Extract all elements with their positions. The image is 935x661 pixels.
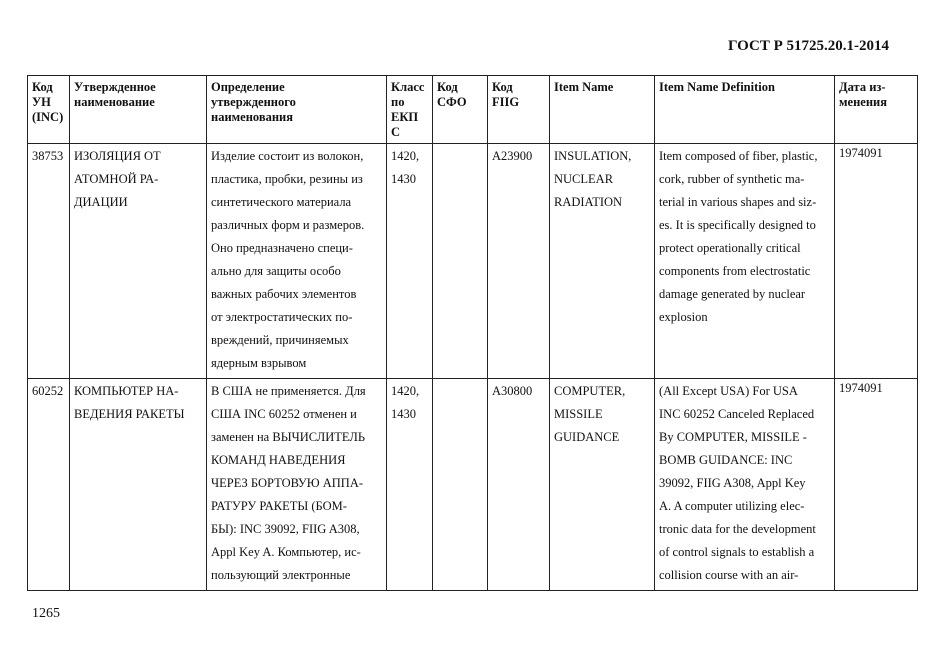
cell-line: БЫ): INC 39092, FIIG A308, bbox=[211, 522, 360, 536]
header-line: С bbox=[391, 125, 401, 139]
header-line: Класс bbox=[391, 80, 425, 94]
cell-line: (All Except USA) For USA bbox=[659, 384, 798, 398]
table-row bbox=[28, 379, 918, 591]
classification-table bbox=[27, 75, 918, 591]
header-line: Утвержденное bbox=[74, 80, 156, 94]
cell-line: Item composed of fiber, plastic, bbox=[659, 149, 818, 163]
cell-line: В США не применяется. Для bbox=[211, 384, 366, 398]
header-line: ЕКП bbox=[391, 110, 419, 124]
cell-line: Изделие состоит из волокон, bbox=[211, 149, 364, 163]
cell-line: ядерным взрывом bbox=[211, 356, 307, 370]
cell-fiig: A30800 bbox=[488, 379, 550, 591]
cell-class bbox=[387, 379, 433, 591]
cell-line: Оно предназначено специ- bbox=[211, 241, 353, 255]
header-col-inc bbox=[28, 76, 70, 144]
cell-line: США INC 60252 отменен и bbox=[211, 407, 357, 421]
cell-line: важных рабочих элементов bbox=[211, 287, 357, 301]
cell-line: синтетического материала bbox=[211, 195, 352, 209]
cell-line: ИЗОЛЯЦИЯ ОТ bbox=[74, 149, 161, 163]
cell-line: КОМПЬЮТЕР НА- bbox=[74, 384, 179, 398]
header-line: Item Name Definition bbox=[659, 80, 775, 94]
cell-line: INC 60252 Canceled Replaced bbox=[659, 407, 815, 421]
cell-line: GUIDANCE bbox=[554, 430, 620, 444]
header-col-item-name bbox=[550, 76, 655, 144]
header-line: УН bbox=[32, 95, 51, 109]
header-col-sfo bbox=[433, 76, 488, 144]
cell-line: заменен на ВЫЧИСЛИТЕЛЬ bbox=[211, 430, 366, 444]
cell-line: NUCLEAR bbox=[554, 172, 614, 186]
cell-line: 1420, bbox=[391, 384, 420, 398]
cell-line: ЧЕРЕЗ БОРТОВУЮ АППА- bbox=[211, 476, 364, 490]
header-col-fiig bbox=[488, 76, 550, 144]
cell-definition bbox=[207, 379, 387, 591]
cell-approved-name bbox=[70, 379, 207, 591]
cell-line: ально для защиты особо bbox=[211, 264, 341, 278]
cell-line: tronic data for the development bbox=[659, 522, 816, 536]
cell-line: 1430 bbox=[391, 407, 416, 421]
cell-line: es. It is specifically designed to bbox=[659, 218, 816, 232]
cell-line: A. A computer utilizing elec- bbox=[659, 499, 805, 513]
cell-line: terial in various shapes and siz- bbox=[659, 195, 817, 209]
cell-inc: 38753 bbox=[28, 144, 70, 379]
cell-definition bbox=[207, 144, 387, 379]
header-line: утвержденного bbox=[211, 95, 296, 109]
cell-line: пластика, пробки, резины из bbox=[211, 172, 363, 186]
header-line: Код bbox=[32, 80, 53, 94]
cell-line: ДИАЦИИ bbox=[74, 195, 128, 209]
header-col-item-definition bbox=[655, 76, 835, 144]
header-line: СФО bbox=[437, 95, 467, 109]
cell-line: collision course with an air- bbox=[659, 568, 799, 582]
header-line: Определение bbox=[211, 80, 285, 94]
cell-line: 1420, bbox=[391, 149, 420, 163]
header-col-date bbox=[835, 76, 918, 144]
cell-line: 1430 bbox=[391, 172, 416, 186]
cell-approved-name bbox=[70, 144, 207, 379]
header-line: Код bbox=[437, 80, 458, 94]
table-row bbox=[28, 144, 918, 379]
cell-sfo bbox=[433, 144, 488, 379]
header-line: наименование bbox=[74, 95, 155, 109]
header-line: наименования bbox=[211, 110, 294, 124]
standard-number: ГОСТ Р 51725.20.1-2014 bbox=[727, 38, 889, 54]
cell-line: от электростатических по- bbox=[211, 310, 353, 324]
cell-line: COMPUTER, bbox=[554, 384, 626, 398]
cell-line: пользующий электронные bbox=[211, 568, 351, 582]
cell-line: АТОМНОЙ РА- bbox=[74, 172, 159, 186]
header-col-class bbox=[387, 76, 433, 144]
cell-line: of control signals to establish a bbox=[659, 545, 815, 559]
header-line: Дата из- bbox=[839, 80, 886, 94]
header-col-definition bbox=[207, 76, 387, 144]
cell-line: различных форм и размеров. bbox=[211, 218, 365, 232]
cell-date: 1974091 bbox=[835, 379, 918, 591]
header-line: Item Name bbox=[554, 80, 614, 94]
cell-line: BOMB GUIDANCE: INC bbox=[659, 453, 793, 467]
header-col-approved-name bbox=[70, 76, 207, 144]
header-line: менения bbox=[839, 95, 887, 109]
cell-line: вреждений, причиняемых bbox=[211, 333, 349, 347]
cell-item-definition bbox=[655, 379, 835, 591]
cell-class bbox=[387, 144, 433, 379]
cell-line: cork, rubber of synthetic ma- bbox=[659, 172, 805, 186]
cell-line: RADIATION bbox=[554, 195, 623, 209]
cell-line: protect operationally critical bbox=[659, 241, 801, 255]
cell-line: Appl Key A. Компьютер, ис- bbox=[211, 545, 361, 559]
cell-fiig: A23900 bbox=[488, 144, 550, 379]
table-body bbox=[28, 144, 918, 591]
cell-line: 39092, FIIG A308, Appl Key bbox=[659, 476, 806, 490]
cell-date: 1974091 bbox=[835, 144, 918, 379]
cell-item-name bbox=[550, 144, 655, 379]
cell-line: INSULATION, bbox=[554, 149, 632, 163]
header-line: (INC) bbox=[32, 110, 64, 124]
header-line: Код bbox=[492, 80, 513, 94]
cell-line: КОМАНД НАВЕДЕНИЯ bbox=[211, 453, 346, 467]
cell-item-definition bbox=[655, 144, 835, 379]
cell-line: By COMPUTER, MISSILE - bbox=[659, 430, 807, 444]
cell-line: ВЕДЕНИЯ РАКЕТЫ bbox=[74, 407, 185, 421]
page-number: 1265 bbox=[32, 606, 60, 621]
cell-line: components from electrostatic bbox=[659, 264, 811, 278]
table-header-row bbox=[28, 76, 918, 144]
header-line: по bbox=[391, 95, 405, 109]
cell-line: РАТУРУ РАКЕТЫ (БОМ- bbox=[211, 499, 347, 513]
cell-sfo bbox=[433, 379, 488, 591]
cell-line: damage generated by nuclear bbox=[659, 287, 806, 301]
cell-line: MISSILE bbox=[554, 407, 603, 421]
cell-item-name bbox=[550, 379, 655, 591]
cell-line: explosion bbox=[659, 310, 708, 324]
header-line: FIIG bbox=[492, 95, 520, 109]
cell-inc: 60252 bbox=[28, 379, 70, 591]
